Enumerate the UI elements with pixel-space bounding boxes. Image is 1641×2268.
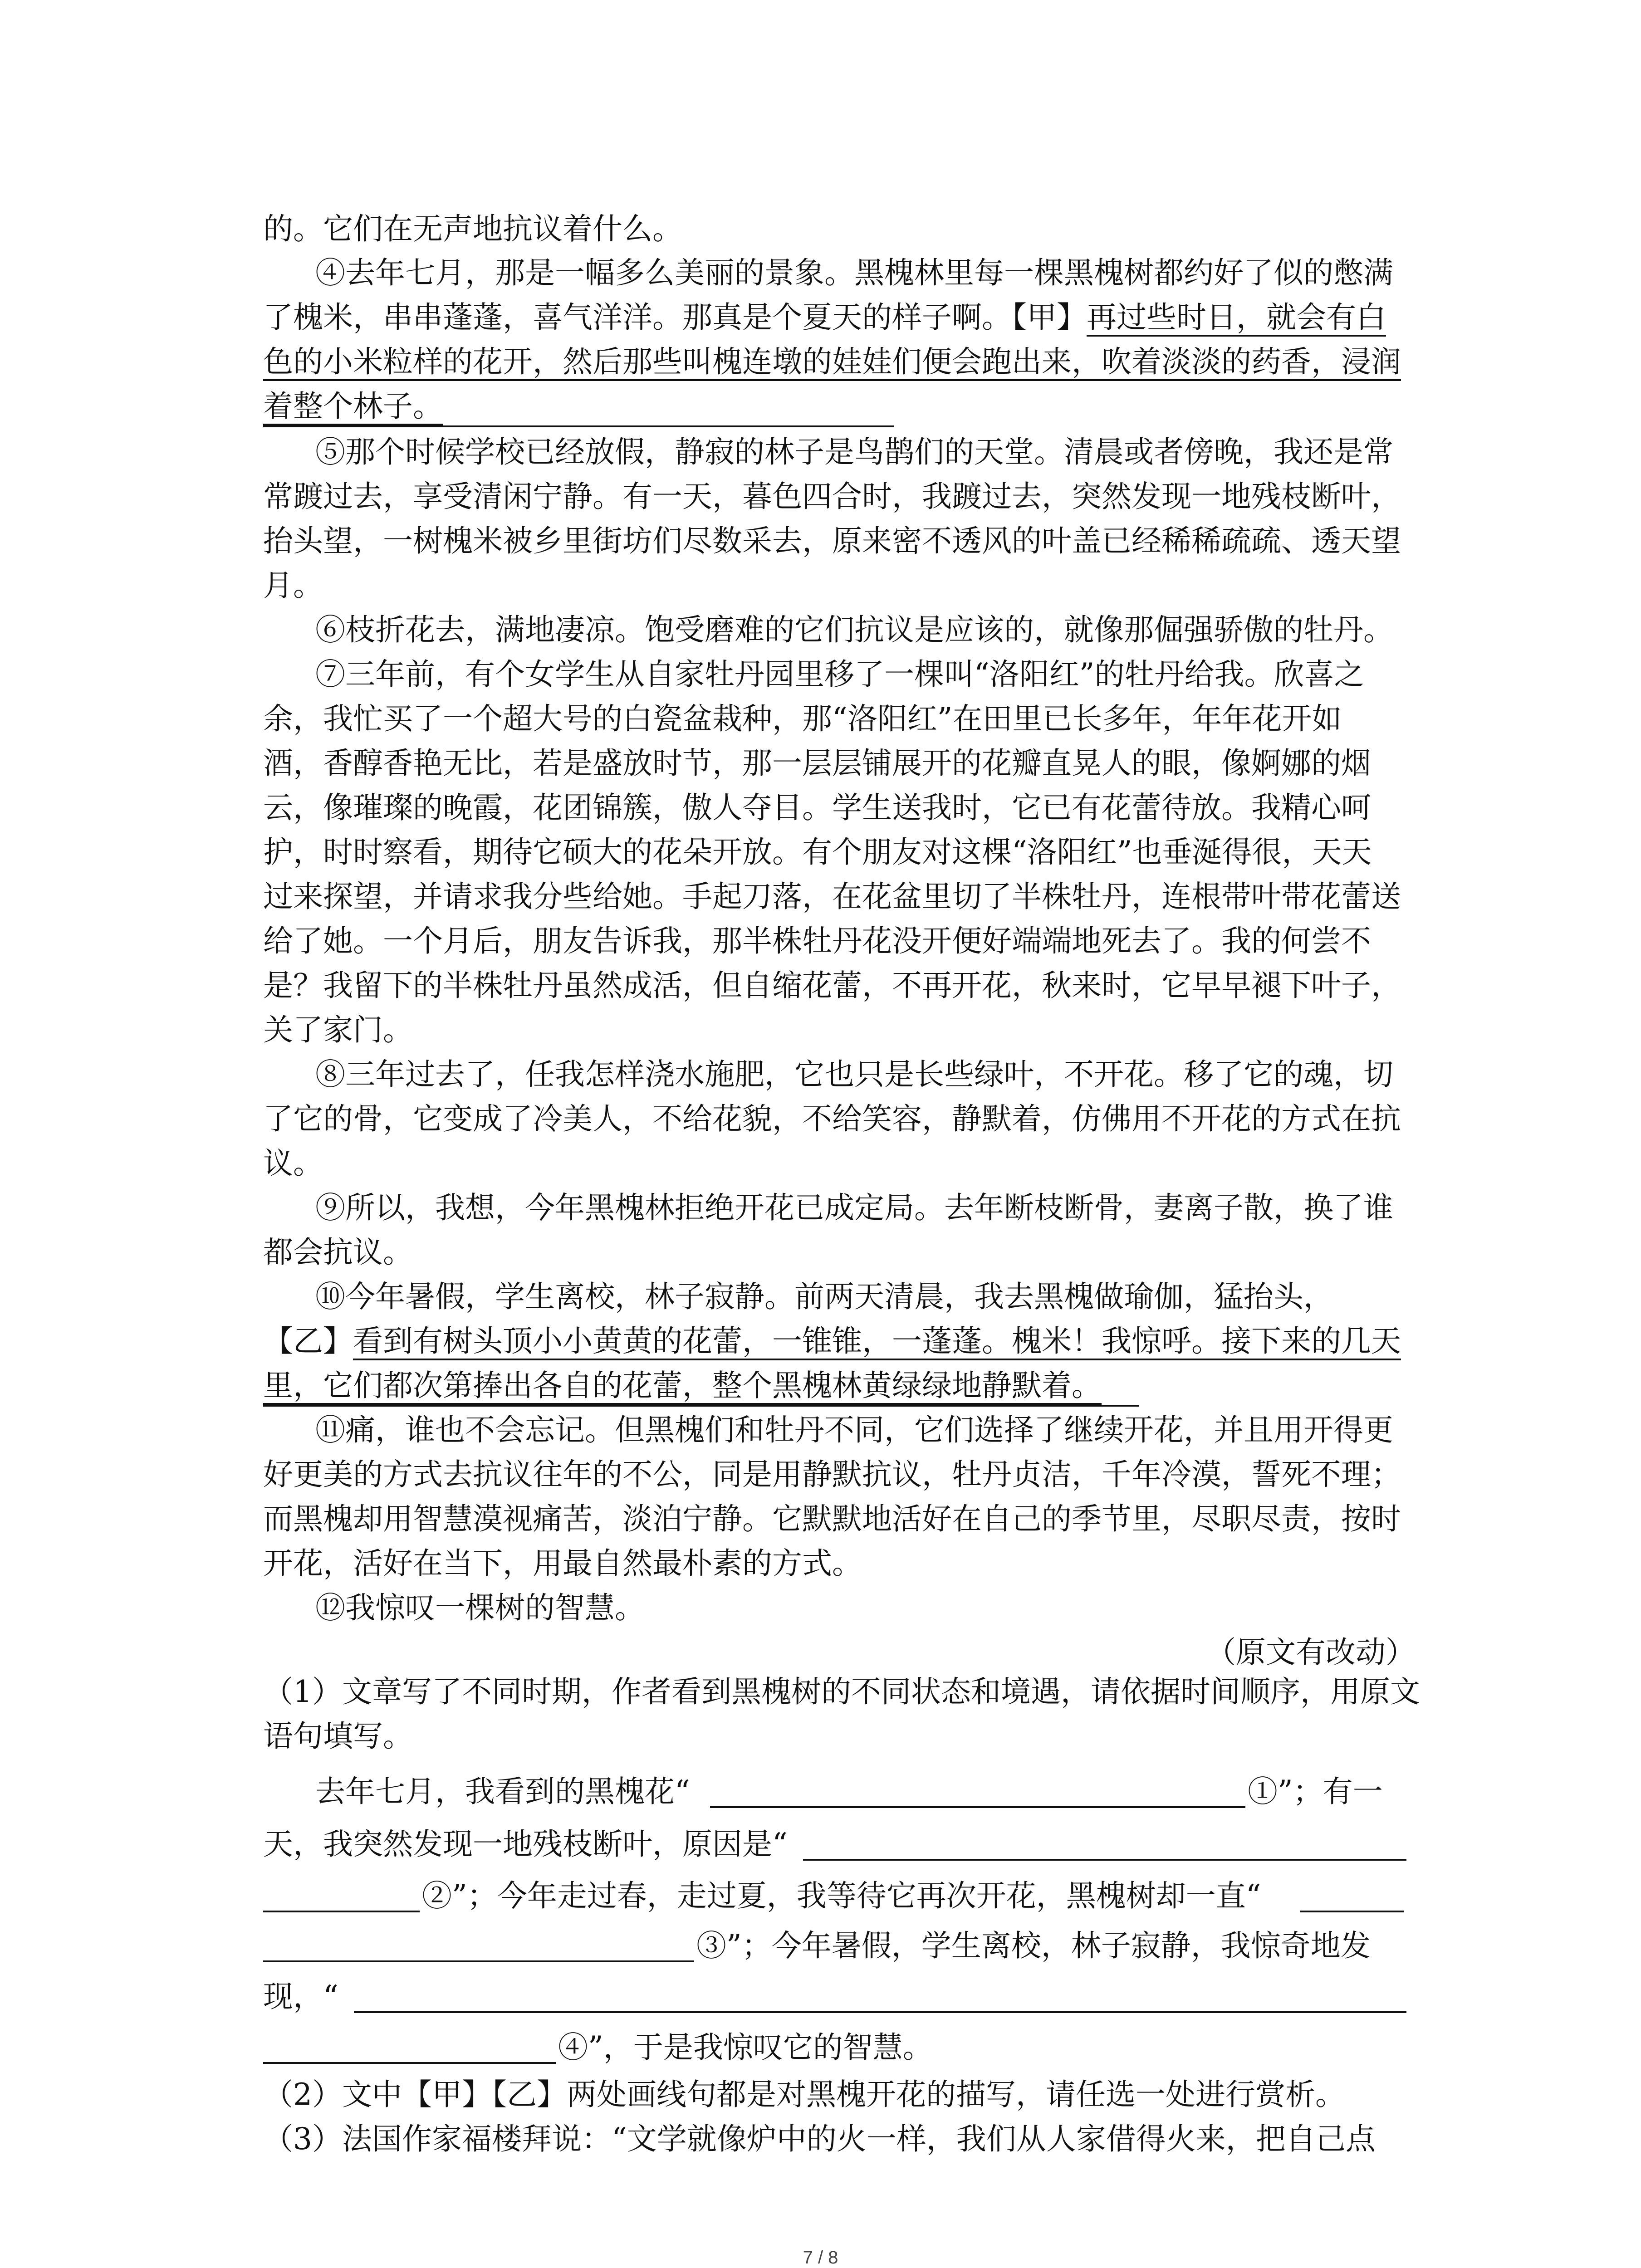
paragraph-12: ⑫我惊叹一棵树的智慧。	[315, 1590, 645, 1625]
yi-underline-extension	[263, 1405, 1139, 1407]
answer-blank-4a[interactable]	[354, 2011, 1406, 2013]
paragraph-7-line-2: 余，我忙买了一个超大号的白瓷盆栽种，那“洛阳红”在田里已长多年，年年花开如	[263, 701, 1342, 736]
source-note: （原文有改动）	[1206, 1635, 1416, 1670]
paragraph-7-line-6: 过来探望，并请求我分些给她。手起刀落，在花盆里切了半株牡丹，连根带叶带花蕾送	[263, 879, 1401, 914]
paragraph-7-line-8: 是？我留下的半株牡丹虽然成活，但自缩花蕾，不再开花，秋来时，它早早褪下叶子，	[263, 968, 1401, 1003]
blank-line-6-text: ④”，于是我惊叹它的智慧。	[558, 2030, 933, 2065]
jia-underline-extension	[263, 425, 894, 427]
underlined-sentence-yi-end: 里，它们都次第捧出各自的花蕾，整个黑槐林黄绿绿地静默着。	[263, 1368, 1102, 1405]
paragraph-9-line-2: 都会抗议。	[263, 1235, 413, 1270]
marker-yi: 【乙】	[263, 1324, 353, 1359]
paragraph-7-line-4: 云，像璀璨的晚霞，花团锦簇，傲人夺目。学生送我时，它已有花蕾待放。我精心呵	[263, 790, 1371, 825]
answer-blank-4b[interactable]	[263, 2062, 556, 2064]
blank-line-1-text: 去年七月，我看到的黑槐花“	[315, 1774, 690, 1809]
blank-line-5-text: 现，“	[263, 1979, 338, 2014]
underlined-sentence-jia: 再过些时日，就会有白	[1087, 300, 1386, 337]
paragraph-5-line-2: 常踱过去，享受清闲宁静。有一天，暮色四合时，我踱过去，突然发现一地残枝断叶，	[263, 479, 1401, 514]
paragraph-3-end: 的。它们在无声地抗议着什么。	[263, 211, 682, 246]
paragraph-4-line-3	[263, 339, 1416, 385]
paragraph-9-line-1: ⑨所以，我想，今年黑槐林拒绝开花已成定局。去年断枝断骨，妻离子散，换了谁	[315, 1190, 1393, 1225]
question-1-line-2: 语句填写。	[263, 1719, 413, 1754]
blank-line-3-text: ②”；今年走过春，走过夏，我等待它再次开花，黑槐树却一直“	[422, 1878, 1261, 1913]
paragraph-7-line-1: ⑦三年前，有个女学生从自家牡丹园里移了一棵叫“洛阳红”的牡丹给我。欣喜之	[315, 657, 1364, 692]
paragraph-8-line-3: 议。	[263, 1146, 323, 1181]
paragraph-7-line-7: 给了她。一个月后，朋友告诉我，那半株牡丹花没开便好端端地死去了。我的何尝不	[263, 924, 1371, 958]
paragraph-10-line-2	[263, 1319, 1416, 1364]
paragraph-8-line-2: 了它的骨，它变成了冷美人，不给花貌，不给笑容，静默着，仿佛用不开花的方式在抗	[263, 1101, 1401, 1136]
answer-blank-2b[interactable]	[263, 1911, 420, 1912]
underlined-sentence-jia-end: 着整个林子。	[263, 389, 443, 425]
underlined-sentence-yi: 看到有树头顶小小黄黄的花蕾，一锥锥，一蓬蓬。槐米！我惊呼。接下来的几天	[353, 1324, 1401, 1360]
paragraph-5-line-4: 月。	[263, 568, 323, 603]
blank-line-1-end: ①”；有一	[1248, 1774, 1383, 1809]
paragraph-4-line-1: ④去年七月，那是一幅多么美丽的景象。黑槐林里每一棵黑槐树都约好了似的憋满	[315, 255, 1393, 290]
answer-blank-2a[interactable]	[803, 1859, 1406, 1861]
paragraph-7-line-5: 护，时时察看，期待它硕大的花朵开放。有个朋友对这棵“洛阳红”也垂涎得很，天天	[263, 835, 1372, 870]
paragraph-10-line-1: ⑩今年暑假，学生离校，林子寂静。前两天清晨，我去黑槐做瑜伽，猛抬头，	[315, 1279, 1333, 1314]
blank-line-2-text: 天，我突然发现一地残枝断叶，原因是“	[263, 1827, 788, 1862]
paragraph-11-line-4: 开花，活好在当下，用最自然最朴素的方式。	[263, 1546, 862, 1581]
paragraph-7-line-3: 酒，香醇香艳无比，若是盛放时节，那一层层铺展开的花瓣直晃人的眼，像婀娜的烟	[263, 746, 1371, 781]
underlined-sentence-jia-cont: 色的小米粒样的花开，然后那些叫槐连墩的娃娃们便会跑出来，吹着淡淡的药香，浸润	[263, 344, 1401, 381]
paragraph-10-line-3	[263, 1363, 1416, 1408]
paragraph-5-line-1: ⑤那个时候学校已经放假，静寂的林子是鸟鹊们的天堂。清晨或者傍晚，我还是常	[315, 435, 1393, 469]
paragraph-6: ⑥枝折花去，满地凄凉。饱受磨难的它们抗议是应该的，就像那倔强骄傲的牡丹。	[315, 612, 1393, 647]
paragraph-4-line-2-text: 了槐米，串串蓬蓬，喜气洋洋。那真是个夏天的样子啊。【甲】	[263, 300, 1087, 335]
page-number: 7 / 8	[803, 2248, 838, 2268]
question-1-line-1: （1）文章写了不同时期，作者看到黑槐树的不同状态和境遇，请依据时间顺序，用原文	[263, 1674, 1420, 1709]
paragraph-11-line-2: 好更美的方式去抗议往年的不公，同是用静默抗议，牡丹贞洁，千年冷漠，誓死不理；	[263, 1457, 1401, 1492]
answer-blank-1[interactable]	[710, 1806, 1245, 1808]
paragraph-4-line-2	[263, 295, 1416, 340]
question-3: （3）法国作家福楼拜说：“文学就像炉中的火一样，我们从人家借得火来，把自己点	[263, 2121, 1376, 2156]
question-2: （2）文中【甲】【乙】两处画线句都是对黑槐开花的描写，请任选一处进行赏析。	[263, 2077, 1345, 2112]
blank-line-4-text: ③”；今年暑假，学生离校，林子寂静，我惊奇地发	[696, 1928, 1371, 1963]
paragraph-4-line-4	[263, 384, 1416, 429]
paragraph-5-line-3: 抬头望，一树槐米被乡里街坊们尽数采去，原来密不透风的叶盖已经稀稀疏疏、透天望	[263, 523, 1401, 558]
paragraph-8-line-1: ⑧三年过去了，任我怎样浇水施肥，它也只是长些绿叶，不开花。移了它的魂，切	[315, 1057, 1393, 1092]
paragraph-11-line-1: ⑪痛，谁也不会忘记。但黑槐们和牡丹不同，它们选择了继续开花，并且用开得更	[315, 1413, 1393, 1447]
paragraph-7-line-9: 关了家门。	[263, 1012, 413, 1047]
answer-blank-3b[interactable]	[263, 1960, 694, 1962]
paragraph-11-line-3: 而黑槐却用智慧漠视痛苦，淡泊宁静。它默默地活好在自己的季节里，尽职尽责，按时	[263, 1501, 1401, 1536]
answer-blank-3a[interactable]	[1300, 1911, 1404, 1912]
